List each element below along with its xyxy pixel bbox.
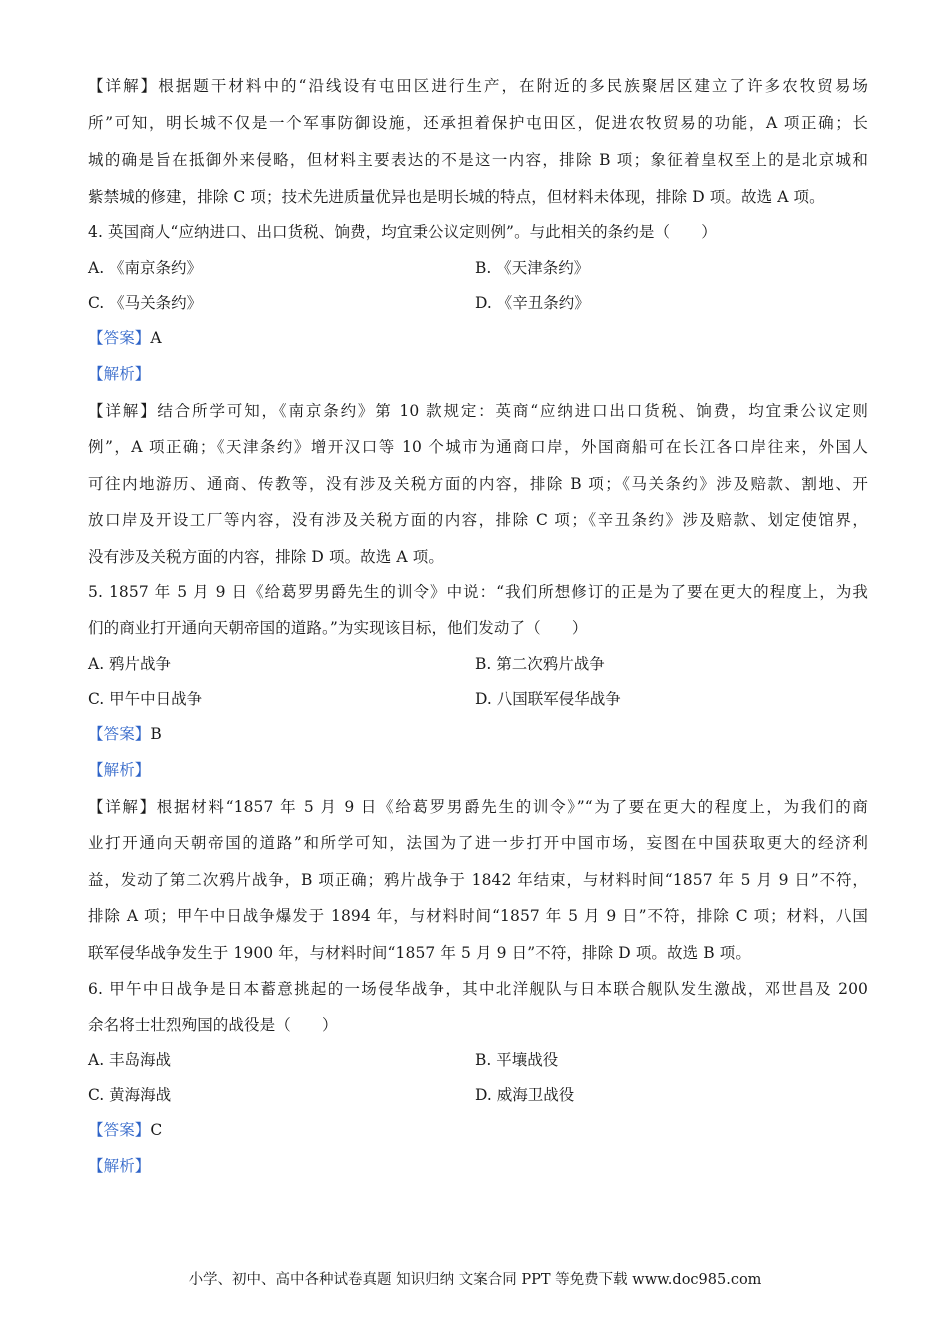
q6-answer [88,1120,868,1140]
detail-label: 【详解】 [88,77,159,95]
q4-detail-line-1: 【详解】结合所学可知，《南京条约》第 10 款规定：英商“应纳进口出口货税、饷费，均宜秉公议定则 [88,402,868,420]
q4-option-d: D. 《辛丑条约》 [475,294,590,312]
q5-detail-line-3: 益，发动了第二次鸦片战争，B 项正确；鸦片战争于 1842 年结束，与材料时间“1857 年 5 月 9 日”不符， [88,871,868,889]
q4-detail-line-3: 可往内地游历、通商、传教等，没有涉及关税方面的内容，排除 B 项；《马关条约》涉及赔款、割地、开 [88,475,868,493]
question-5-stem-line-1: 5. 1857 年 5 月 9 日《给葛罗男爵先生的训令》中说：“我们所想修订的正是为了要在更大的程度上，为我 [88,583,868,601]
q4-answer [88,328,868,348]
intro-detail-line-2: 所”可知，明长城不仅是一个军事防御设施，还承担着保护屯田区，促进农牧贸易的功能，A 项正确；长 [88,114,868,132]
detail-label: 【详解】 [88,402,158,420]
q5-option-c: C. 甲午中日战争 [88,690,203,708]
q6-analysis-label: 【解析】 [88,1157,151,1175]
q6-option-b: B. 平壤战役 [475,1051,559,1069]
answer-value: B [150,725,162,743]
question-6-stem-line-1: 6. 甲午中日战争是日本蓄意挑起的一场侵华战争，其中北洋舰队与日本联合舰队发生激战，邓世昌及 200 [88,980,868,998]
q5-option-b: B. 第二次鸦片战争 [475,655,605,673]
answer-value: A [150,329,162,347]
answer-label: 【答案】 [88,329,151,347]
answer-label: 【答案】 [88,725,151,743]
intro-detail-line-4: 紫禁城的修建，排除 C 项；技术先进质量优异也是明长城的特点，但材料未体现，排除 D 项。故选 A 项。 [88,188,825,206]
q5-option-a: A. 鸦片战争 [88,655,172,673]
q6-option-a: A. 丰岛海战 [88,1051,172,1069]
q5-detail-line-4: 排除 A 项；甲午中日战争爆发于 1894 年，与材料时间“1857 年 5 月 9 日”不符，排除 C 项；材料，八国 [88,907,868,925]
q5-detail-line-5: 联军侵华战争发生于 1900 年，与材料时间“1857 年 5 月 9 日”不符，排除 D 项。故选 B 项。 [88,944,751,962]
q4-detail-line-2: 例”，A 项正确；《天津条约》增开汉口等 10 个城市为通商口岸，外国商船可在长江各口岸往来，外国人 [88,438,868,456]
page-footer: 小学、初中、高中各种试卷真题 知识归纳 文案合同 PPT 等免费下载 www.doc985.com [188,1272,762,1288]
q5-analysis-label: 【解析】 [88,761,151,779]
q4-option-a: A. 《南京条约》 [88,259,203,277]
q5-answer [88,724,868,744]
q6-option-c: C. 黄海海战 [88,1086,172,1104]
question-5-stem-line-2: 们的商业打开通向天朝帝国的道路。”为实现该目标，他们发动了（ ） [88,619,588,637]
question-6-stem-line-2: 余名将士壮烈殉国的战役是（ ） [88,1016,338,1034]
q4-option-b: B. 《天津条约》 [475,259,590,277]
q4-detail-line-4: 放口岸及开设工厂等内容，没有涉及关税方面的内容，排除 C 项；《辛丑条约》涉及赔款、划定使馆界， [88,511,868,529]
question-4-stem: 4. 英国商人“应纳进口、出口货税、饷费，均宜秉公议定则例”。与此相关的条约是（ ） [88,223,717,241]
q5-detail-line-1: 【详解】根据材料“1857 年 5 月 9 日《给葛罗男爵先生的训令》”“为了要在更大的程度上，为我们的商 [88,798,868,816]
answer-label: 【答案】 [88,1121,151,1139]
q4-option-c: C. 《马关条约》 [88,294,203,312]
q5-option-d: D. 八国联军侵华战争 [475,690,621,708]
answer-value: C [150,1121,163,1139]
intro-detail-line-3: 城的确是旨在抵御外来侵略，但材料主要表达的不是这一内容，排除 B 项；象征着皇权至上的是北京城和 [88,151,868,169]
q4-detail-line-5: 没有涉及关税方面的内容，排除 D 项。故选 A 项。 [88,548,444,566]
detail-label: 【详解】 [88,798,157,816]
q5-detail-line-2: 业打开通向天朝帝国的道路”和所学可知，法国为了进一步打开中国市场，妄图在中国获取更大的经济利 [88,834,868,852]
q4-analysis-label: 【解析】 [88,365,151,383]
intro-detail-line-1: 【详解】根据题干材料中的“沿线设有屯田区进行生产，在附近的多民族聚居区建立了许多农牧贸易场 [88,77,868,95]
q6-option-d: D. 威海卫战役 [475,1086,575,1104]
